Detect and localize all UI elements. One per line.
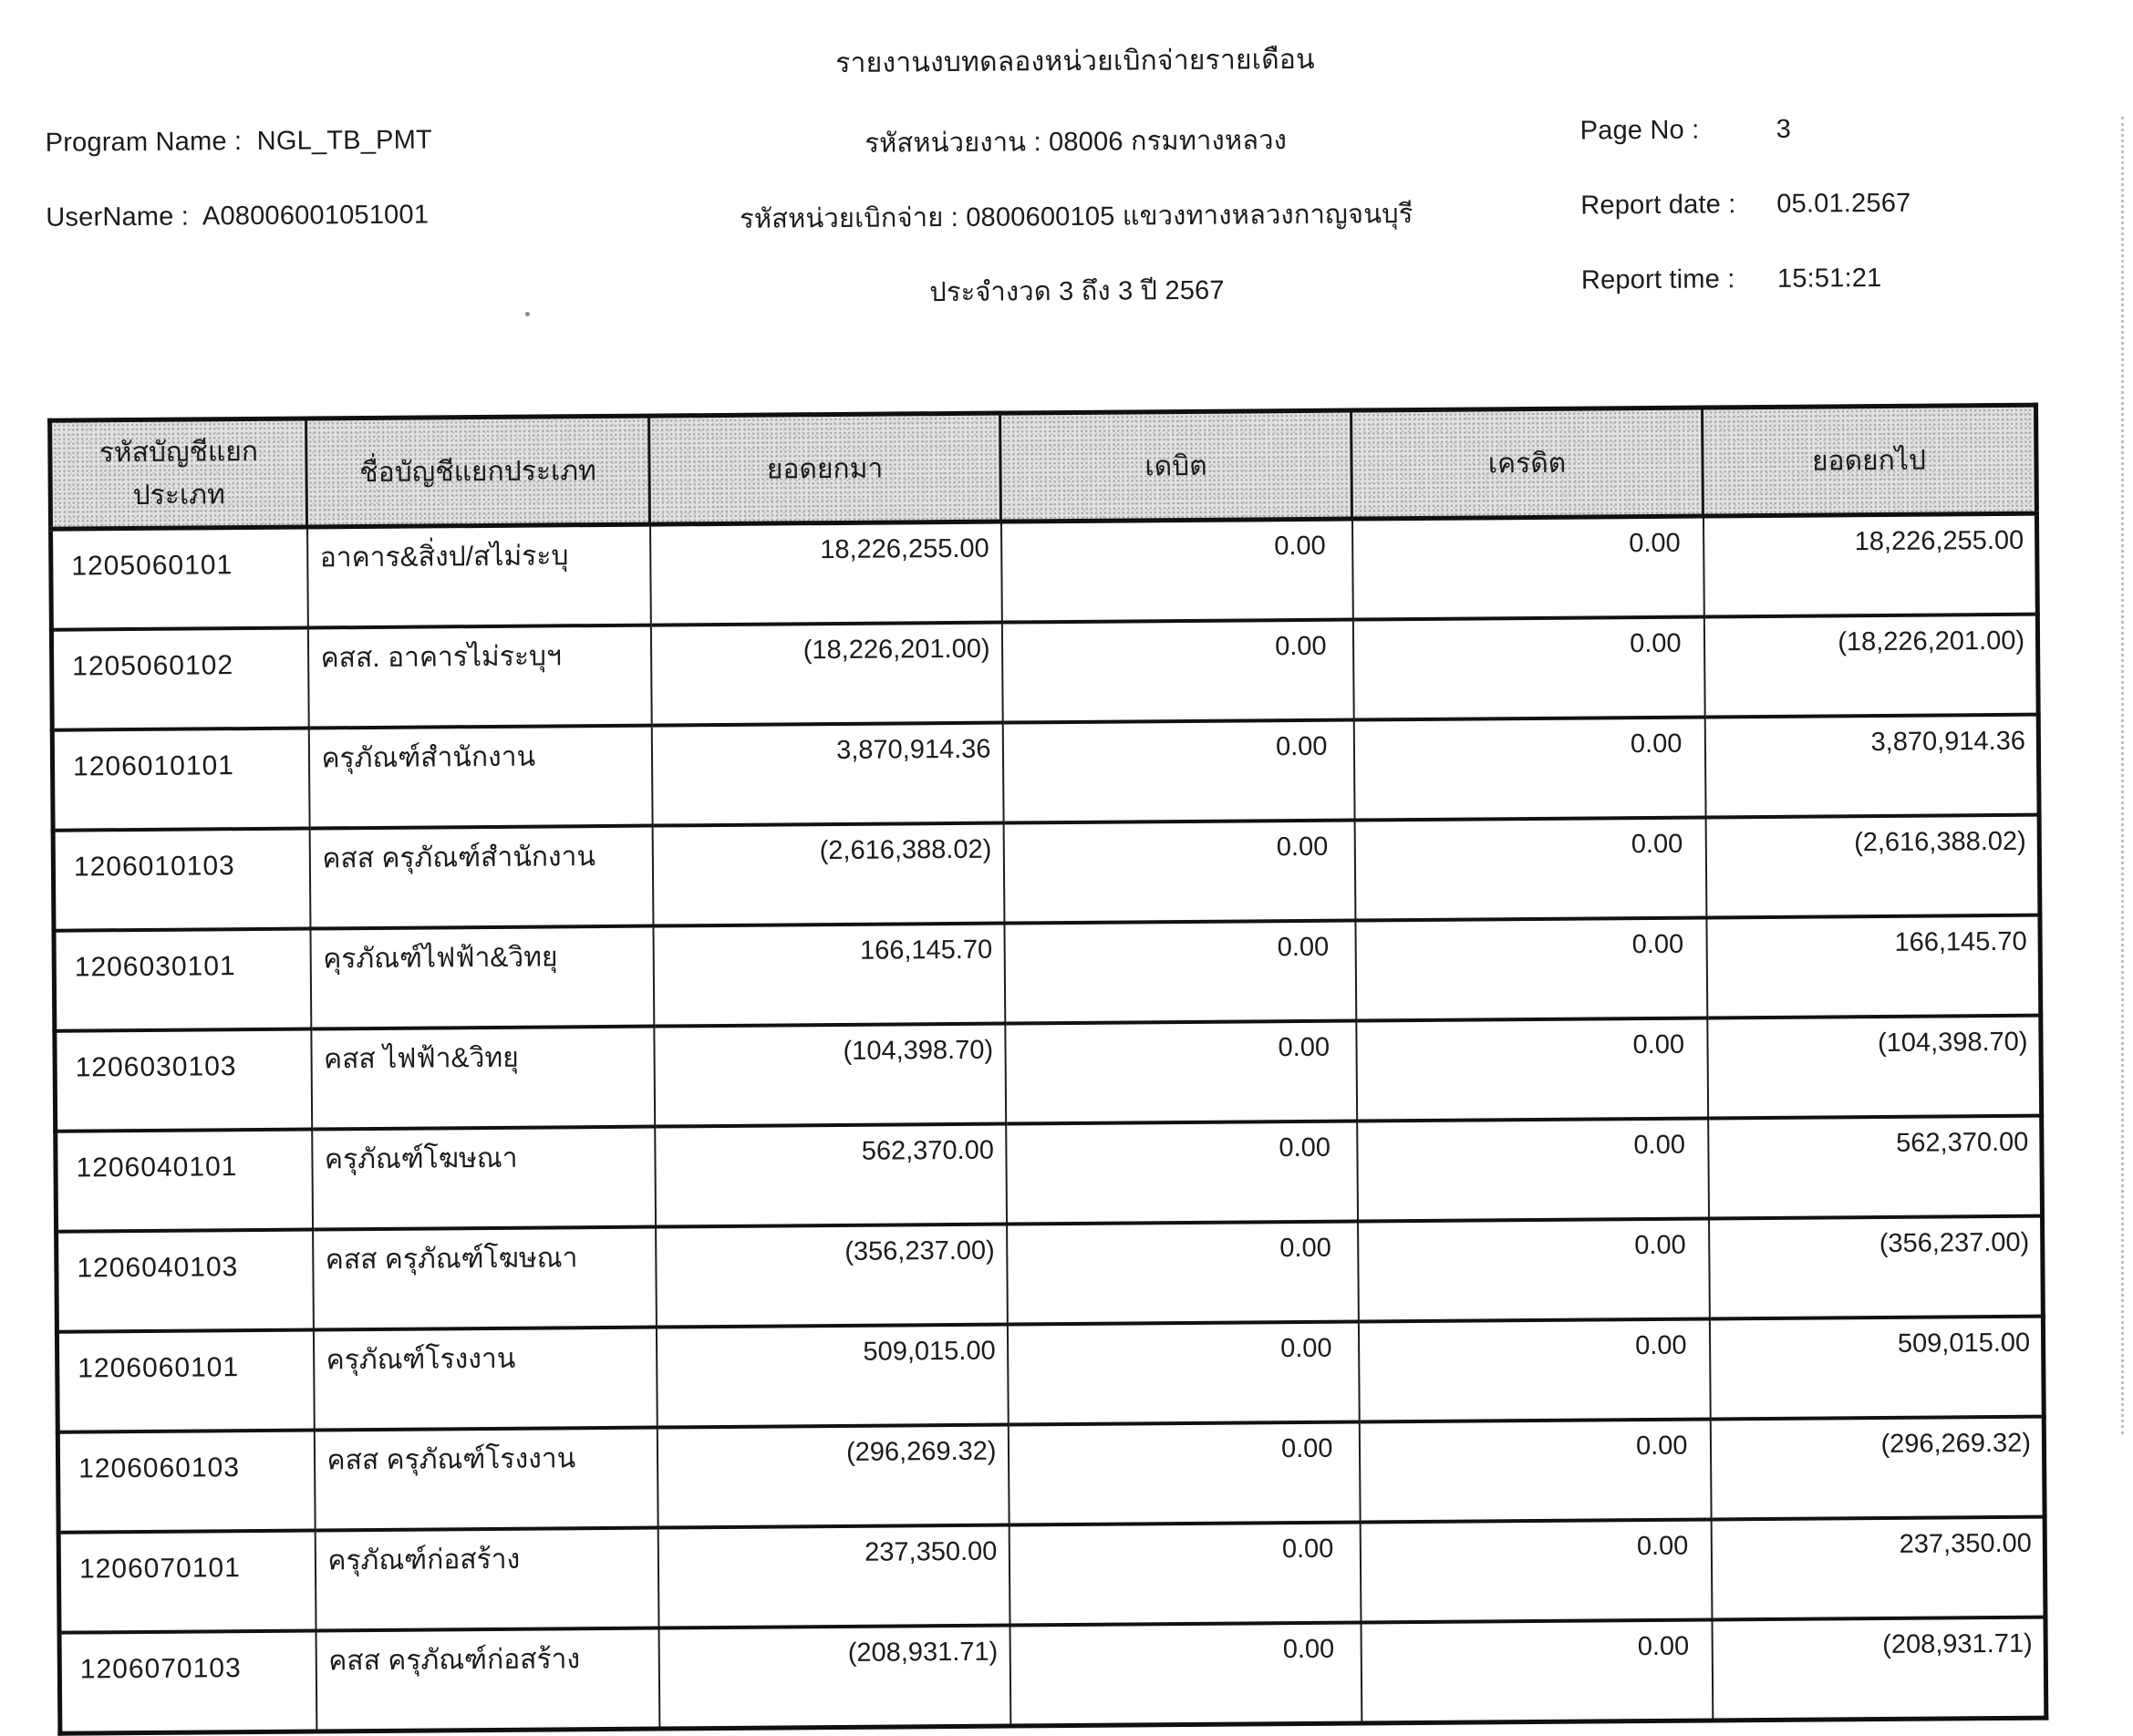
cell-account-name: คสส ไฟฟ้า&วิทยุ [311, 1027, 655, 1130]
col-header-closing-balance: ยอดยกไป [1703, 405, 2037, 516]
table-row [57, 1417, 2045, 1533]
cell-credit: 0.00 [1354, 817, 1706, 920]
cell-account-name: ครุภัณฑ์โรงงาน [313, 1328, 657, 1431]
cell-account-name: ครุภัณฑ์สำนักงาน [308, 726, 652, 829]
cell-credit: 0.00 [1360, 1519, 1712, 1622]
cell-opening-balance: 166,145.70 [653, 924, 1005, 1027]
cell-credit: 0.00 [1358, 1318, 1710, 1421]
cell-account-name: ครุภัณฑ์โฆษณา [312, 1127, 656, 1230]
table-row [57, 1317, 2044, 1432]
table-row [56, 1116, 2043, 1232]
cell-debit: 0.00 [1002, 720, 1354, 823]
report-time-label: Report time : [1580, 264, 1735, 295]
cell-opening-balance: (296,269.32) [657, 1425, 1009, 1528]
cell-opening-balance: 562,370.00 [655, 1124, 1007, 1227]
cell-account-name: คสส. อาคารไม่ระบุฯ [307, 625, 651, 728]
cell-account-code: 1205060101 [51, 527, 308, 630]
cell-debit: 0.00 [1006, 1121, 1358, 1224]
cell-credit: 0.00 [1352, 617, 1704, 720]
table-row [51, 615, 2038, 730]
cell-credit: 0.00 [1353, 718, 1705, 821]
cell-closing-balance: (18,226,201.00) [1703, 615, 2038, 718]
cell-account-name: คสส ครุภัณฑ์โฆษณา [313, 1227, 657, 1330]
page-no-label: Page No : [1579, 115, 1700, 146]
table-row [51, 513, 2038, 630]
cell-account-name: คสส ครุภัณฑ์โรงงาน [314, 1428, 658, 1531]
username-line [46, 200, 429, 232]
cell-opening-balance: 509,015.00 [656, 1325, 1008, 1428]
cell-debit: 0.00 [1007, 1322, 1359, 1425]
cell-closing-balance: 562,370.00 [1708, 1116, 2043, 1219]
cell-debit: 0.00 [1001, 620, 1353, 723]
cell-account-name: คุรภัณฑ์ไฟฟ้า&วิทยุ [310, 926, 654, 1029]
col-header-debit: เดบิต [1000, 410, 1352, 522]
cell-account-code: 1206030101 [54, 929, 311, 1031]
disbursement-code-line: รหัสหน่วยเบิกจ่าย : 0800600105 แขวงทางหลวงกาญจนบุรี [740, 199, 1413, 234]
cell-debit: 0.00 [1008, 1422, 1360, 1525]
cell-opening-balance: (18,226,201.00) [650, 623, 1002, 726]
program-name-line [46, 125, 432, 158]
cell-debit: 0.00 [1004, 921, 1356, 1024]
cell-closing-balance: (356,237.00) [1709, 1216, 2044, 1319]
cell-closing-balance: 18,226,255.00 [1703, 513, 2037, 616]
cell-opening-balance: (356,237.00) [656, 1224, 1008, 1328]
cell-account-code: 1206040103 [57, 1230, 314, 1332]
col-header-account-code: รหัสบัญชีแยกประเภท [50, 418, 307, 529]
cell-account-code: 1206010103 [53, 829, 310, 931]
table-row [53, 815, 2040, 931]
cell-account-code: 1206060101 [57, 1330, 314, 1432]
scan-edge-artifact [2121, 117, 2124, 1434]
cell-closing-balance: 3,870,914.36 [1704, 715, 2039, 818]
page-no-value: 3 [1776, 114, 1792, 144]
table-body [51, 513, 2046, 1733]
report-time-value: 15:51:21 [1776, 263, 1882, 294]
table-row [55, 1016, 2042, 1132]
period-line: ประจำงวด 3 ถึง 3 ปี 2567 [929, 275, 1225, 308]
agency-code-line: รหัสหน่วยงาน : 08006 กรมทางหลวง [865, 126, 1288, 159]
cell-closing-balance: 166,145.70 [1706, 915, 2041, 1018]
username-label: UserName : [46, 202, 190, 232]
cell-debit: 0.00 [1000, 519, 1352, 623]
cell-credit: 0.00 [1357, 1118, 1709, 1221]
cell-closing-balance: (104,398.70) [1707, 1016, 2042, 1119]
cell-credit: 0.00 [1358, 1218, 1710, 1321]
report-date-value: 05.01.2567 [1776, 188, 1911, 219]
cell-opening-balance: (208,931.71) [658, 1626, 1010, 1730]
cell-account-code: 1206040101 [56, 1130, 313, 1232]
cell-account-code: 1206010101 [52, 728, 309, 831]
cell-debit: 0.00 [1009, 1523, 1361, 1626]
cell-closing-balance: (208,931.71) [1712, 1617, 2046, 1720]
col-header-opening-balance: ยอดยกมา [649, 413, 1001, 524]
program-name-value: NGL_TB_PMT [256, 125, 433, 156]
username-value: A08006001051001 [202, 200, 430, 232]
col-header-credit: เครดิต [1351, 408, 1703, 519]
program-name-label: Program Name : [45, 127, 243, 158]
cell-account-code: 1205060102 [51, 628, 308, 730]
trial-balance-table [47, 403, 2048, 1736]
cell-debit: 0.00 [1007, 1222, 1359, 1325]
cell-opening-balance: 3,870,914.36 [651, 723, 1003, 826]
cell-debit: 0.00 [1005, 1021, 1357, 1124]
cell-account-code: 1206070103 [59, 1630, 316, 1733]
cell-opening-balance: (2,616,388.02) [652, 823, 1004, 926]
cell-account-name: คสส ครุภัณฑ์สำนักงาน [309, 826, 653, 929]
table-row [59, 1617, 2046, 1734]
table-row [54, 915, 2041, 1031]
col-header-account-name: ชื่อบัญชีแยกประเภท [306, 416, 650, 527]
table-row [58, 1517, 2045, 1633]
cell-credit: 0.00 [1351, 516, 1703, 620]
cell-closing-balance: (296,269.32) [1710, 1417, 2045, 1520]
report-date-label: Report date : [1580, 190, 1736, 221]
cell-opening-balance: 18,226,255.00 [650, 522, 1002, 625]
cell-credit: 0.00 [1361, 1619, 1713, 1723]
cell-opening-balance: (104,398.70) [654, 1024, 1006, 1127]
table-row [52, 715, 2039, 831]
cell-closing-balance: (2,616,388.02) [1705, 815, 2040, 918]
cell-closing-balance: 237,350.00 [1711, 1517, 2045, 1620]
cell-account-name: คสส ครุภัณฑ์ก่อสร้าง [316, 1628, 659, 1731]
cell-credit: 0.00 [1356, 1018, 1708, 1121]
cell-account-name: ครุภัณฑ์ก่อสร้าง [315, 1528, 658, 1631]
cell-closing-balance: 509,015.00 [1709, 1317, 2044, 1420]
cell-credit: 0.00 [1359, 1419, 1711, 1522]
cell-debit: 0.00 [1003, 821, 1355, 924]
cell-account-name: อาคาร&สิ่งป/สไม่ระบุ [307, 524, 651, 627]
cell-account-code: 1206030103 [55, 1029, 312, 1132]
cell-opening-balance: 237,350.00 [658, 1525, 1010, 1628]
cell-debit: 0.00 [1010, 1622, 1362, 1726]
table-row [57, 1216, 2044, 1332]
cell-credit: 0.00 [1355, 917, 1707, 1020]
cell-account-code: 1206070101 [58, 1531, 316, 1633]
cell-account-code: 1206060103 [57, 1431, 315, 1533]
scan-speck-artifact [525, 312, 530, 316]
table-header-row [50, 405, 2037, 529]
page-title: รายงานงบทดลองหน่วยเบิกจ่ายรายเดือน [835, 44, 1315, 78]
